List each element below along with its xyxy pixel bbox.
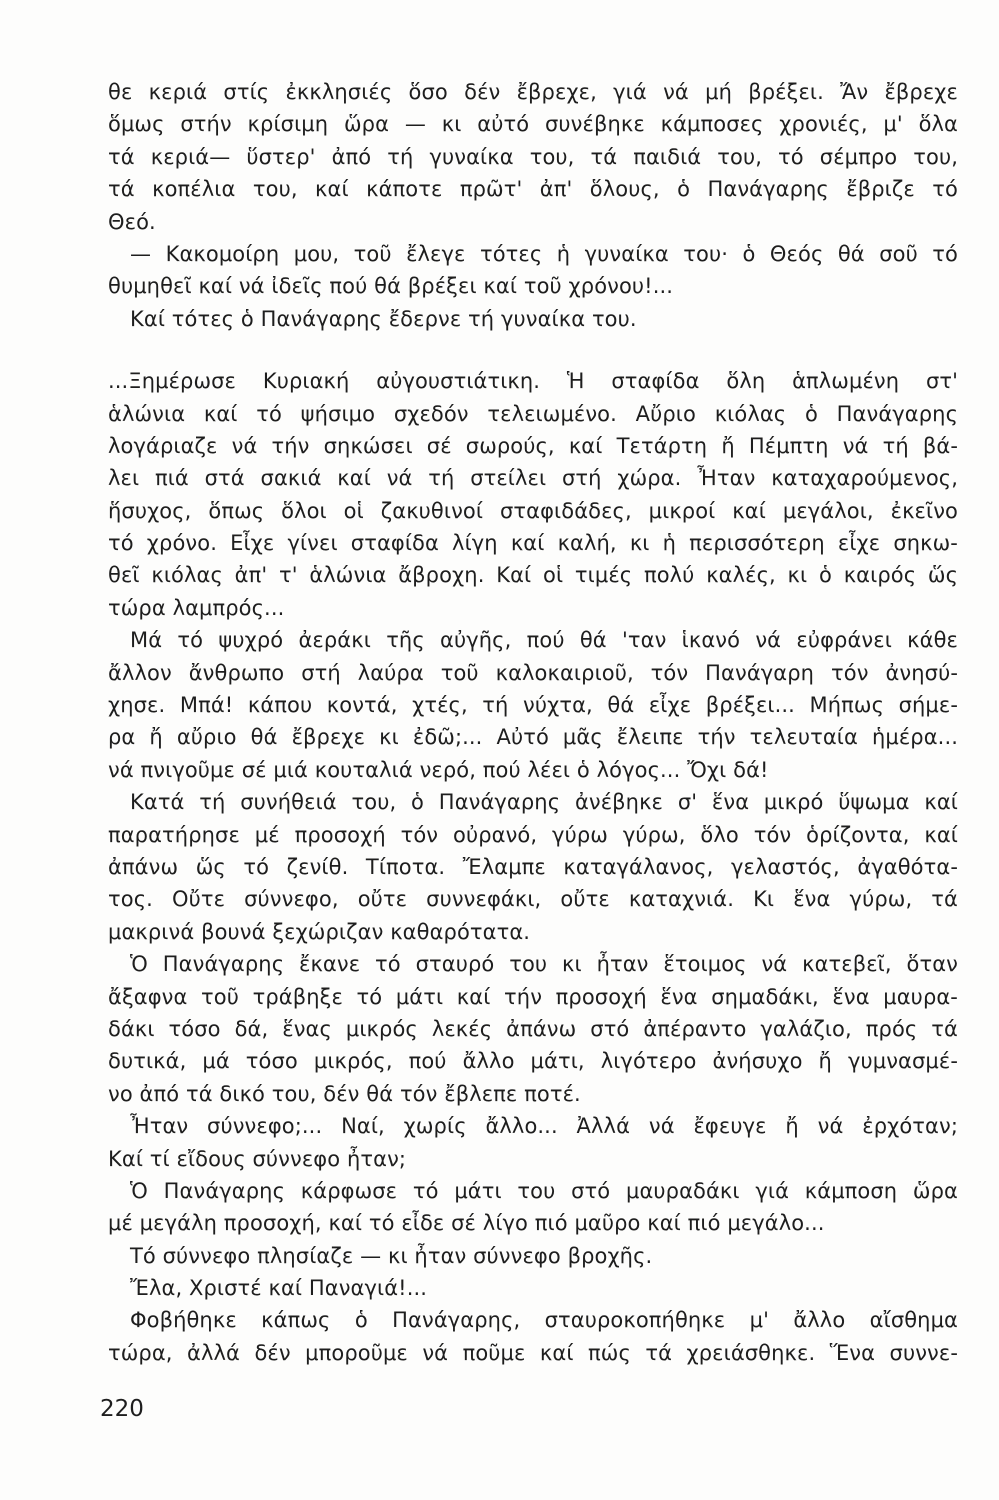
page-number: 220: [100, 1396, 144, 1422]
text-line: λογάριαζε νά τήν σηκώσει σέ σωρούς, καί Τετάρτη ἤ Πέμπτη νά τή βά-: [108, 433, 958, 458]
text-line: τώρα, ἀλλά δέν μποροῦμε νά ποῦμε καί πώς τά χρειάσθηκε. Ἕνα συννε-: [108, 1340, 958, 1365]
text-line: τά κοπέλια του, καί κάποτε πρῶτ' ἀπ' ὅλους, ὁ Πανάγαρης ἔβριζε τό: [108, 177, 958, 202]
text-line: ἄξαφνα τοῦ τράβηξε τό μάτι καί τήν προσοχή ἕνα σημαδάκι, ἕνα μαυρα-: [108, 984, 958, 1009]
page-text: [108, 76, 958, 1369]
text-line: Καί τί εἴδους σύννεφο ἦταν;: [108, 1146, 407, 1171]
text-line: Κατά τή συνήθειά του, ὁ Πανάγαρης ἀνέβηκε σ' ἕνα μικρό ὕψωμα καί: [130, 790, 958, 815]
text-line: θυμηθεῖ καί νά ἰδεῖς πού θά βρέξει καί τοῦ χρόνου!...: [108, 274, 674, 299]
text-line: Ἔλα, Χριστέ καί Παναγιά!...: [130, 1276, 428, 1301]
text-line: — Κακομοίρη μου, τοῦ ἔλεγε τότες ἡ γυναίκα του· ὁ Θεός θά σοῦ τό: [130, 241, 958, 266]
text-line: Ὁ Πανάγαρης κάρφωσε τό μάτι του στό μαυραδάκι γιά κάμποση ὥρα: [130, 1178, 958, 1203]
text-line: θεῖ κιόλας ἀπ' τ' ἁλώνια ἄβροχη. Καί οἱ τιμές πολύ καλές, κι ὁ καιρός ὥς: [108, 563, 958, 588]
text-line: χησε. Μπά! κάπου κοντά, χτές, τή νύχτα, θά εἶχε βρέξει... Μήπως σήμε-: [108, 693, 958, 718]
text-line: μέ μεγάλη προσοχή, καί τό εἶδε σέ λίγο πιό μαῦρο καί πιό μεγάλο...: [108, 1211, 825, 1236]
text-line: δάκι τόσο δά, ἕνας μικρός λεκές ἀπάνω στό ἀπέραντο γαλάζιο, πρός τά: [108, 1016, 958, 1041]
text-line: Ἦταν σύννεφο;... Ναί, χωρίς ἄλλο... Ἀλλά νά ἔφευγε ἤ νά ἐρχόταν;: [130, 1114, 958, 1139]
text-line: ρα ἤ αὔριο θά ἔβρεχε κι ἐδῶ;... Αὐτό μᾶς ἔλειπε τήν τελευταία ἡμέρα...: [108, 725, 958, 750]
text-line: θε κεριά στίς ἐκκλησιές ὅσο δέν ἔβρεχε, γιά νά μή βρέξει. Ἄν ἔβρεχε: [108, 80, 958, 104]
text-line: Τό σύννεφο πλησίαζε — κι ἦταν σύννεφο βροχῆς.: [130, 1243, 653, 1268]
text-line: ἄλλον ἄνθρωπο στή λαύρα τοῦ καλοκαιριοῦ, τόν Πανάγαρη τόν ἀνησύ-: [108, 660, 958, 685]
text-line: τος. Οὔτε σύννεφο, οὔτε συννεφάκι, οὔτε καταχνιά. Κι ἕνα γύρω, τά: [108, 887, 958, 912]
text-line: Θεό.: [108, 209, 156, 234]
text-line: ὅμως στήν κρίσιμη ὥρα — κι αὐτό συνέβηκε κάμποσες χρονιές, μ' ὅλα: [108, 112, 958, 137]
text-line: ἥσυχος, ὅπως ὅλοι οἱ ζακυθινοί σταφιδάδες, μικροί καί μεγάλοι, ἐκεῖνο: [108, 498, 958, 523]
text-line: παρατήρησε μέ προσοχή τόν οὐρανό, γύρω γύρω, ὅλο τόν ὁρίζοντα, καί: [108, 822, 958, 847]
text-line: ...Ξημέρωσε Κυριακή αὐγουστιάτικη. Ἡ σταφίδα ὅλη ἁπλωμένη στ': [108, 369, 958, 394]
text-line: τώρα λαμπρός...: [108, 595, 285, 620]
text-line: ἀπάνω ὥς τό ζενίθ. Τίποτα. Ἔλαμπε καταγάλανος, γελαστός, ἀγαθότα-: [108, 854, 958, 879]
text-line: νά πνιγοῦμε σέ μιά κουταλιά νερό, πού λέει ὁ λόγος... Ὄχι δά!: [108, 757, 769, 782]
text-line: Ὁ Πανάγαρης ἔκανε τό σταυρό του κι ἦταν ἕτοιμος νά κατεβεῖ, ὅταν: [130, 952, 958, 977]
text-line: νο ἀπό τά δικό του, δέν θά τόν ἔβλεπε ποτέ.: [108, 1081, 581, 1106]
text-line: λει πιά στά σακιά καί νά τή στείλει στή χώρα. Ἦταν καταχαρούμενος,: [108, 466, 958, 491]
text-line: τό χρόνο. Εἶχε γίνει σταφίδα λίγη καί καλή, κι ἡ περισσότερη εἶχε σηκω-: [108, 531, 958, 556]
text-line: ἁλώνια καί τό ψήσιμο σχεδόν τελειωμένο. Αὔριο κιόλας ὁ Πανάγαρης: [108, 401, 958, 426]
text-line: μακρινά βουνά ξεχώριζαν καθαρότατα.: [108, 919, 531, 944]
text-line: Μά τό ψυχρό ἀεράκι τῆς αὐγῆς, πού θά 'ταν ἱκανό νά εὐφράνει κάθε: [130, 628, 958, 653]
paragraph-gap: [108, 335, 958, 365]
text-line: Φοβήθηκε κάπως ὁ Πανάγαρης, σταυροκοπήθηκε μ' ἄλλο αἴσθημα: [130, 1308, 958, 1333]
text-line: τά κεριά— ὕστερ' ἀπό τή γυναίκα του, τά παιδιά του, τό σέμπρο του,: [108, 144, 958, 169]
text-line: Καί τότες ὁ Πανάγαρης ἔδερνε τή γυναίκα του.: [130, 306, 637, 331]
text-line: δυτικά, μά τόσο μικρός, πού ἄλλο μάτι, λιγότερο ἀνήσυχο ἤ γυμνασμέ-: [108, 1049, 958, 1074]
